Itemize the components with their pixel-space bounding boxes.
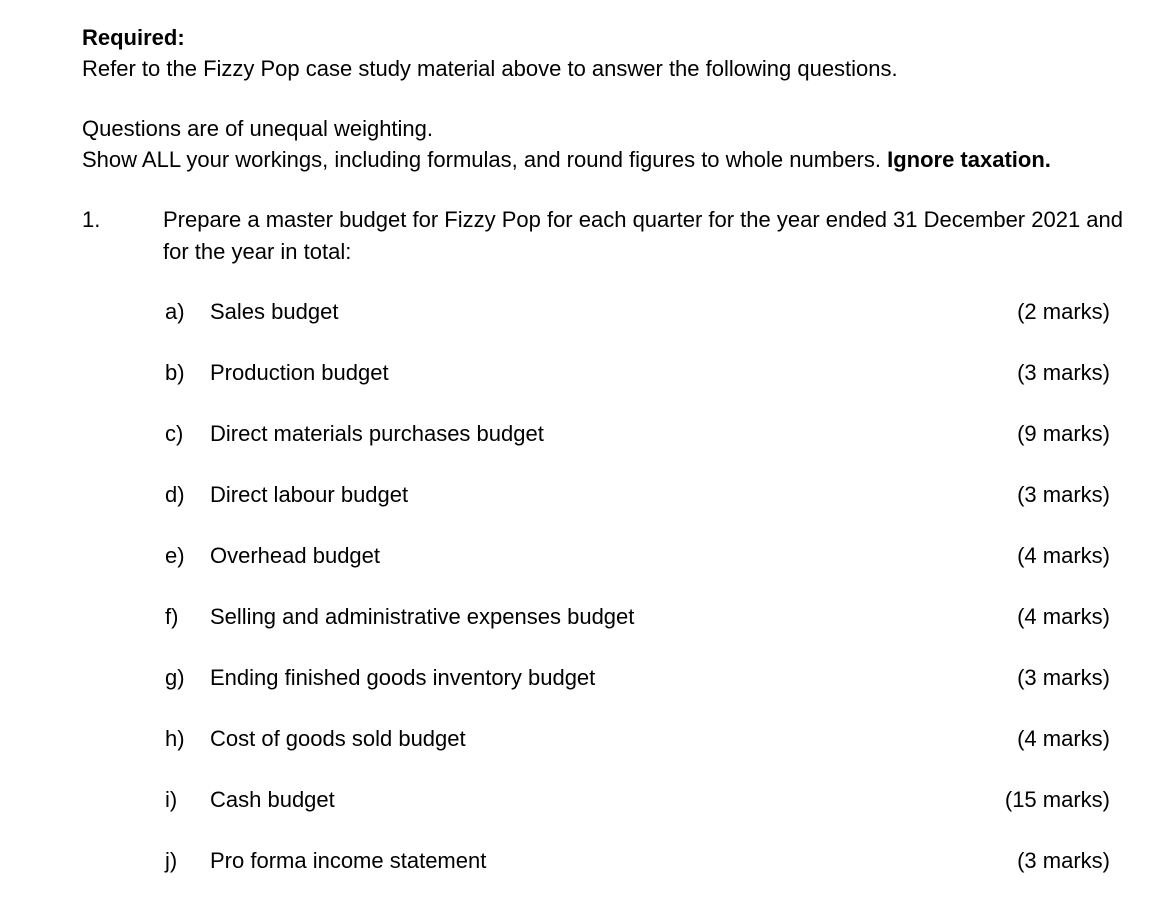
budget-item	[165, 541, 1110, 571]
item-letter: c)	[165, 421, 184, 446]
instruction-emphasis: Ignore taxation.	[887, 147, 1051, 172]
item-label: Production budget	[210, 360, 389, 385]
item-letter: j)	[165, 848, 178, 873]
budget-item	[165, 846, 1110, 876]
item-label: Direct materials purchases budget	[210, 421, 544, 446]
weighting-note: Questions are of unequal weighting.	[82, 116, 434, 141]
budget-item	[165, 724, 1110, 754]
item-label: Cash budget	[210, 787, 335, 812]
item-letter: b)	[165, 360, 185, 385]
item-letter: h)	[165, 726, 185, 751]
required-heading: Required:	[82, 25, 185, 50]
item-marks: (3 marks)	[1017, 482, 1110, 507]
item-marks: (3 marks)	[1017, 665, 1110, 690]
item-letter: d)	[165, 482, 185, 507]
item-marks: (15 marks)	[1004, 787, 1110, 812]
question-number: 1.	[82, 207, 101, 232]
budget-item	[165, 602, 1110, 632]
item-label: Selling and administrative expenses budget	[210, 604, 635, 629]
instruction-main: Show ALL your workings, including formulas, and round figures to whole numbers.	[82, 147, 881, 172]
item-marks: (4 marks)	[1017, 604, 1110, 629]
budget-item	[165, 480, 1110, 510]
item-marks: (3 marks)	[1017, 848, 1110, 873]
instruction-text	[82, 145, 1051, 175]
item-letter: i)	[165, 787, 178, 812]
budget-item	[165, 297, 1110, 327]
item-letter: e)	[165, 543, 185, 568]
intro-text: Refer to the Fizzy Pop case study material above to answer the following questions.	[82, 56, 898, 81]
item-letter: g)	[165, 665, 185, 690]
item-label: Direct labour budget	[210, 482, 409, 507]
item-label: Cost of goods sold budget	[210, 726, 466, 751]
item-marks: (9 marks)	[1017, 421, 1110, 446]
budget-item	[165, 358, 1110, 388]
item-letter: f)	[165, 604, 179, 629]
item-marks: (2 marks)	[1017, 299, 1110, 324]
item-label: Sales budget	[210, 299, 339, 324]
budget-item	[165, 785, 1110, 815]
item-marks: (3 marks)	[1017, 360, 1110, 385]
budget-item	[165, 419, 1110, 449]
item-label: Ending finished goods inventory budget	[210, 665, 596, 690]
item-letter: a)	[165, 299, 185, 324]
item-label: Pro forma income statement	[210, 848, 487, 873]
item-marks: (4 marks)	[1017, 726, 1110, 751]
item-label: Overhead budget	[210, 543, 381, 568]
question-text: Prepare a master budget for Fizzy Pop for each quarter for the year ended 31 December 2021 and for the year in total:	[163, 207, 1123, 264]
item-marks: (4 marks)	[1017, 543, 1110, 568]
budget-item	[165, 663, 1110, 693]
